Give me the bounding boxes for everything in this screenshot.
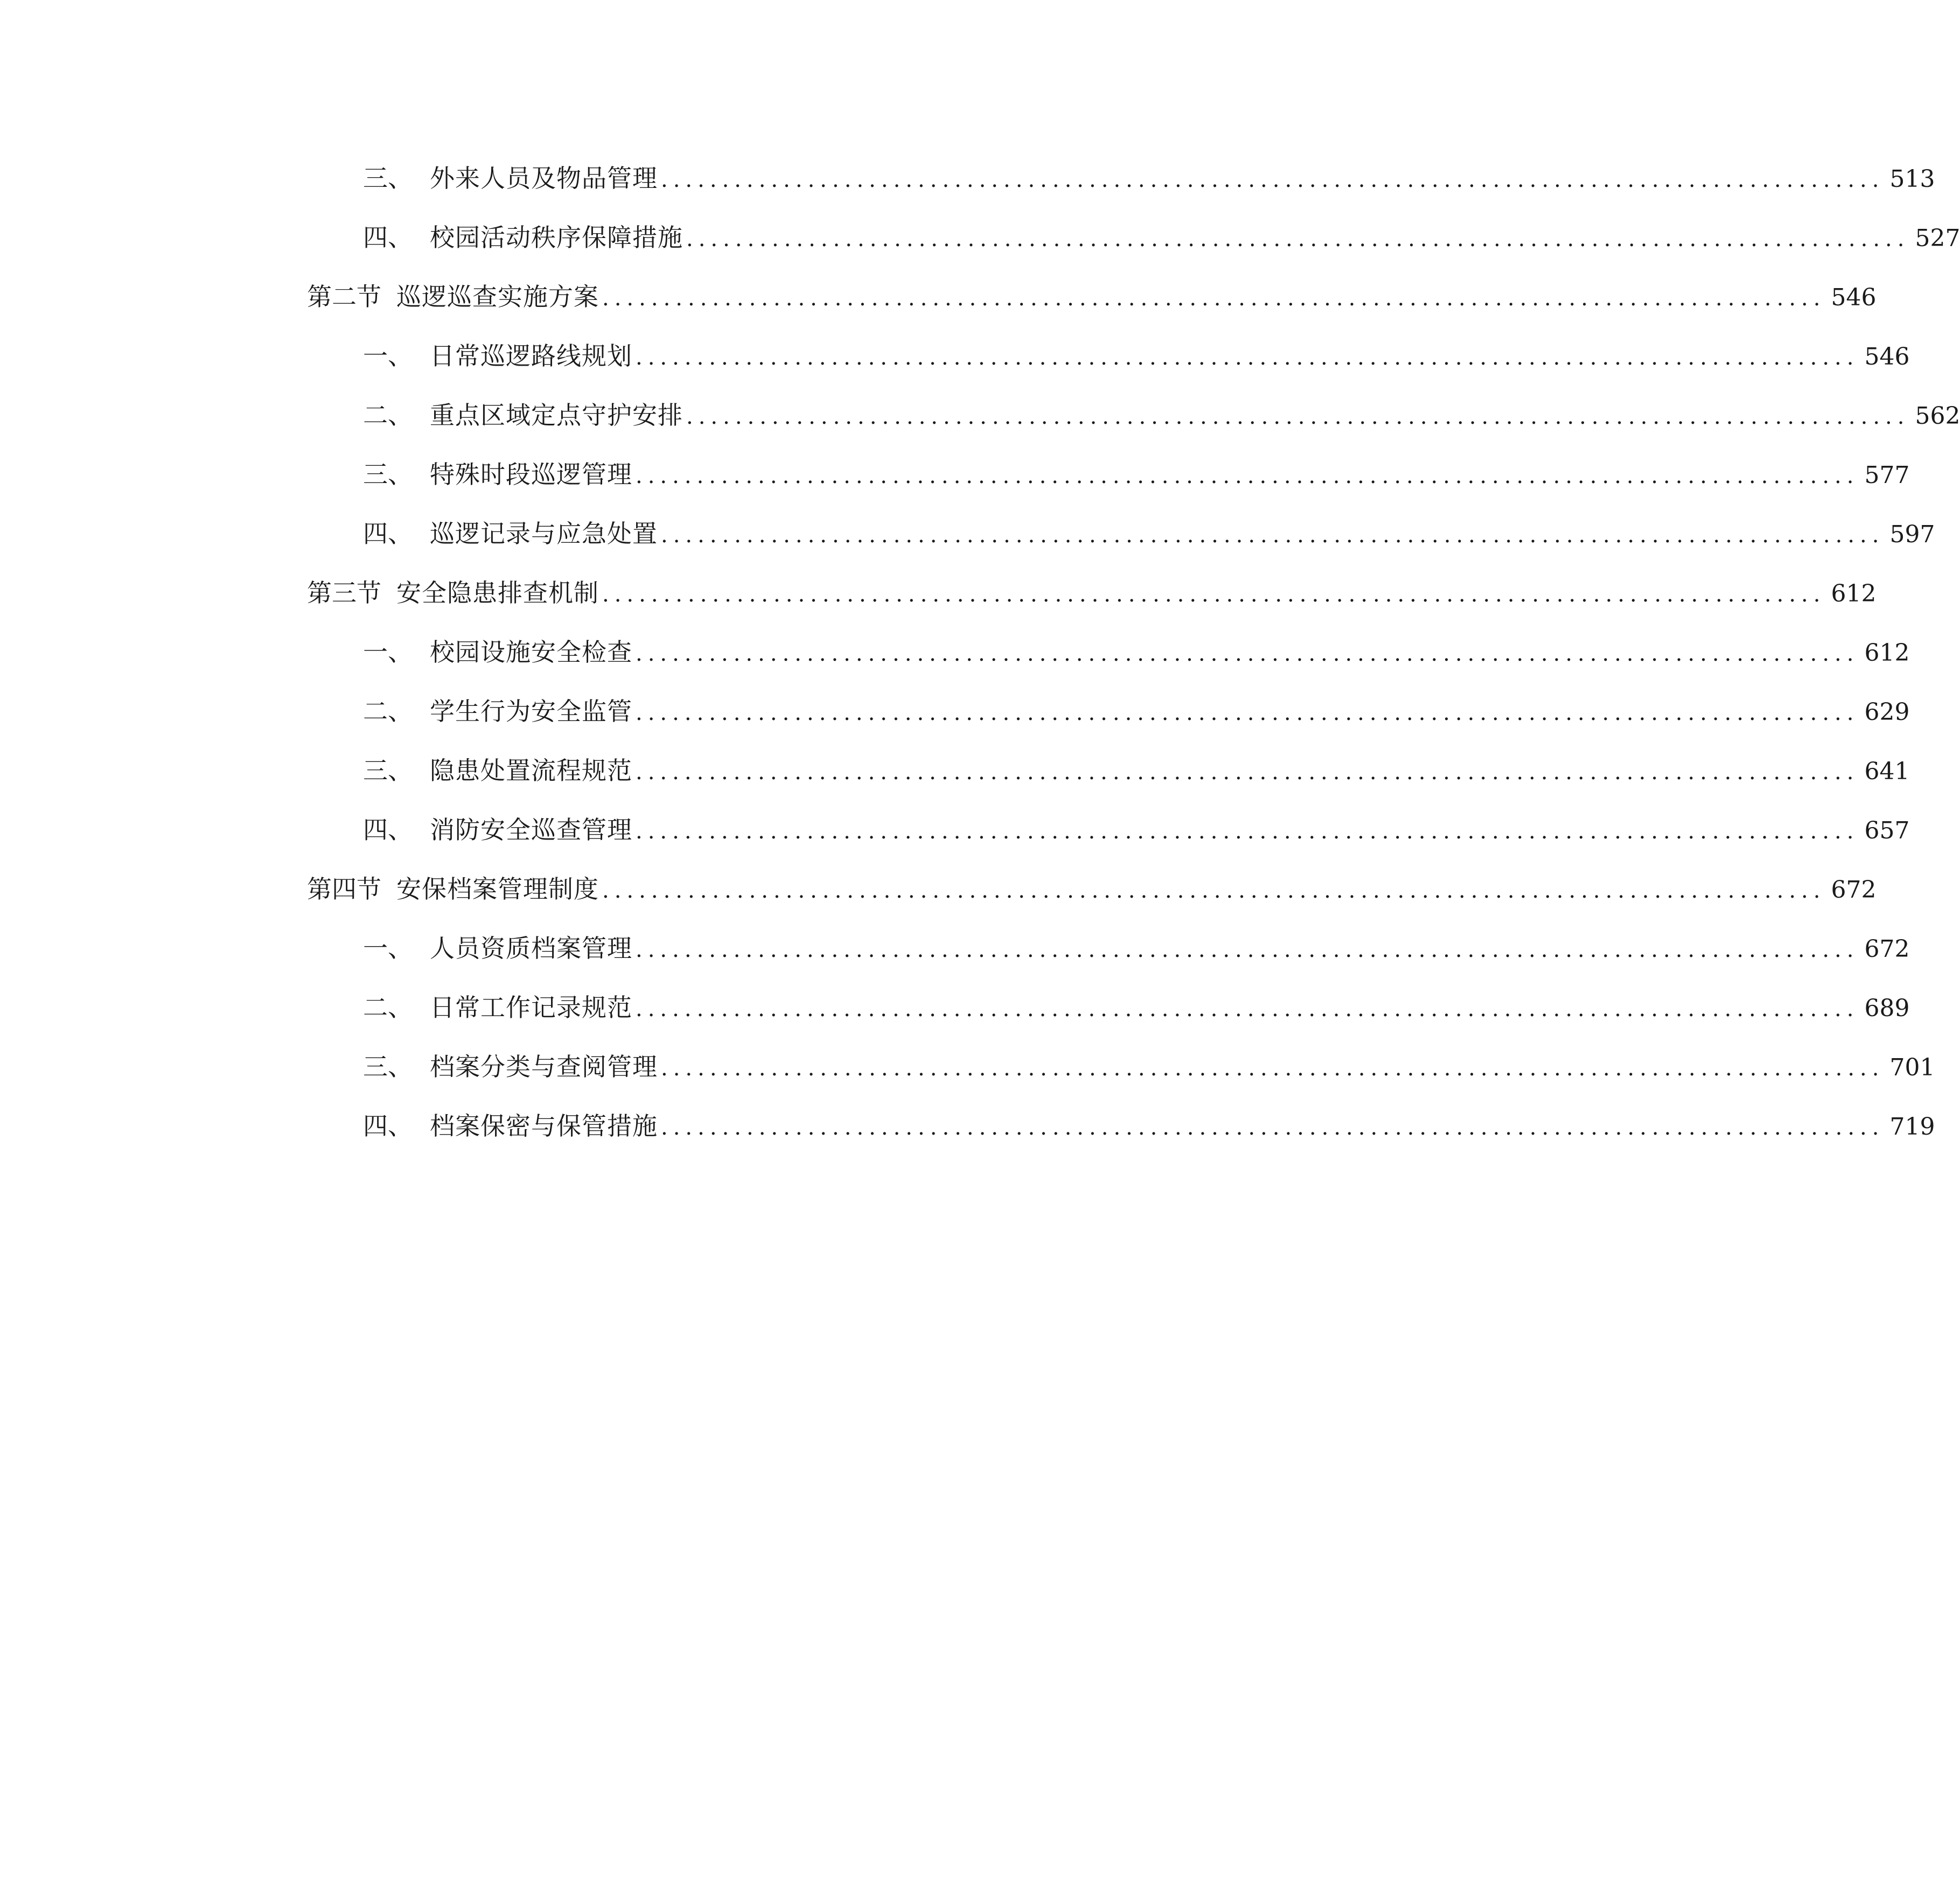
toc-leader-dots: ....................................................................................................	[661, 523, 1885, 548]
toc-entry-page: 527	[1915, 225, 1960, 252]
toc-entry-title: 隐患处置流程规范	[430, 756, 632, 785]
toc-entry-title: 消防安全巡查管理	[430, 815, 632, 844]
toc-entry-number: 一、	[363, 638, 413, 667]
toc-leader-dots: ....................................................................................................	[602, 878, 1826, 903]
toc-entry-number: 三、	[363, 460, 413, 489]
toc-entry-number: 三、	[363, 756, 413, 785]
toc-entry-number: 三、	[363, 1052, 413, 1081]
toc-entry-title: 安全隐患排查机制	[396, 578, 599, 607]
toc-entry[interactable]	[307, 929, 1910, 989]
toc-entry-title: 档案保密与保管措施	[430, 1111, 658, 1141]
toc-entry[interactable]	[307, 574, 1877, 633]
toc-entry-page: 612	[1831, 580, 1877, 607]
toc-entry-page: 597	[1889, 521, 1935, 548]
toc-entry[interactable]	[307, 515, 1935, 574]
toc-entry-title: 校园设施安全检查	[430, 638, 632, 667]
toc-entry-title: 人员资质档案管理	[430, 934, 632, 963]
toc-entry-title: 日常工作记录规范	[430, 993, 632, 1022]
toc-entry-number: 四、	[363, 1111, 413, 1141]
toc-entry-title: 学生行为安全监管	[430, 697, 632, 726]
toc-leader-dots: ....................................................................................................	[686, 227, 1910, 251]
toc-leader-dots: ....................................................................................................	[636, 701, 1859, 725]
toc-entry-number: 一、	[363, 934, 413, 963]
toc-entry-page: 629	[1864, 698, 1910, 726]
toc-entry-page: 546	[1864, 343, 1910, 370]
toc-entry-page: 672	[1831, 876, 1877, 904]
toc-entry-page: 546	[1831, 284, 1877, 311]
toc-leader-dots: ....................................................................................................	[636, 760, 1859, 785]
toc-entry-page: 657	[1864, 817, 1910, 844]
toc-leader-dots: ....................................................................................................	[661, 1115, 1885, 1140]
toc-leader-dots: ....................................................................................................	[636, 464, 1859, 488]
toc-leader-dots: ....................................................................................................	[636, 345, 1859, 370]
toc-entry-title: 校园活动秩序保障措施	[430, 223, 683, 252]
toc-entry[interactable]	[307, 396, 1960, 456]
toc-entry-title: 巡逻记录与应急处置	[430, 519, 658, 548]
toc-entry-page: 612	[1864, 639, 1910, 667]
toc-leader-dots: ....................................................................................................	[636, 997, 1859, 1022]
table-of-contents	[307, 159, 1960, 1166]
toc-entry-number: 四、	[363, 223, 413, 252]
toc-entry-number: 二、	[363, 401, 413, 430]
toc-entry-page: 513	[1889, 165, 1935, 193]
toc-leader-dots: ....................................................................................................	[602, 582, 1826, 607]
toc-entry-number: 第四节	[307, 874, 381, 904]
toc-entry[interactable]	[307, 337, 1910, 396]
toc-entry-page: 701	[1889, 1054, 1935, 1081]
toc-leader-dots: ....................................................................................................	[636, 641, 1859, 666]
toc-entry[interactable]	[307, 278, 1877, 337]
toc-leader-dots: ....................................................................................................	[636, 819, 1859, 844]
toc-entry-page: 689	[1864, 995, 1910, 1022]
toc-entry-title: 重点区域定点守护安排	[430, 401, 683, 430]
toc-entry[interactable]	[307, 1107, 1935, 1166]
toc-entry-title: 巡逻巡查实施方案	[396, 282, 599, 311]
toc-entry-title: 安保档案管理制度	[396, 874, 599, 904]
toc-entry[interactable]	[307, 692, 1910, 752]
toc-entry-number: 第二节	[307, 282, 381, 311]
toc-entry-page: 577	[1864, 461, 1910, 489]
toc-entry-number: 二、	[363, 993, 413, 1022]
toc-entry-page: 641	[1864, 758, 1910, 785]
toc-entry-page: 672	[1864, 935, 1910, 963]
toc-entry-number: 三、	[363, 164, 413, 193]
toc-entry-page: 562	[1915, 402, 1960, 430]
toc-leader-dots: ....................................................................................................	[661, 167, 1885, 192]
toc-entry-number: 四、	[363, 815, 413, 844]
toc-entry-title: 日常巡逻路线规划	[430, 341, 632, 370]
toc-entry-number: 二、	[363, 697, 413, 726]
toc-entry-title: 外来人员及物品管理	[430, 164, 658, 193]
toc-entry-page: 719	[1889, 1113, 1935, 1141]
toc-entry-number: 一、	[363, 341, 413, 370]
toc-entry-number: 四、	[363, 519, 413, 548]
toc-leader-dots: ....................................................................................................	[602, 286, 1826, 311]
toc-entry[interactable]	[307, 989, 1910, 1048]
toc-entry-title: 特殊时段巡逻管理	[430, 460, 632, 489]
toc-entry[interactable]	[307, 752, 1910, 811]
toc-entry[interactable]	[307, 633, 1910, 692]
toc-leader-dots: ....................................................................................................	[686, 404, 1910, 429]
toc-entry[interactable]	[307, 456, 1910, 515]
toc-entry[interactable]	[307, 219, 1960, 278]
toc-entry[interactable]	[307, 1048, 1935, 1107]
toc-entry[interactable]	[307, 159, 1935, 219]
toc-entry[interactable]	[307, 811, 1910, 870]
toc-leader-dots: ....................................................................................................	[636, 937, 1859, 962]
toc-entry-number: 第三节	[307, 578, 381, 607]
toc-entry-title: 档案分类与查阅管理	[430, 1052, 658, 1081]
toc-leader-dots: ....................................................................................................	[661, 1056, 1885, 1081]
toc-entry[interactable]	[307, 870, 1877, 929]
